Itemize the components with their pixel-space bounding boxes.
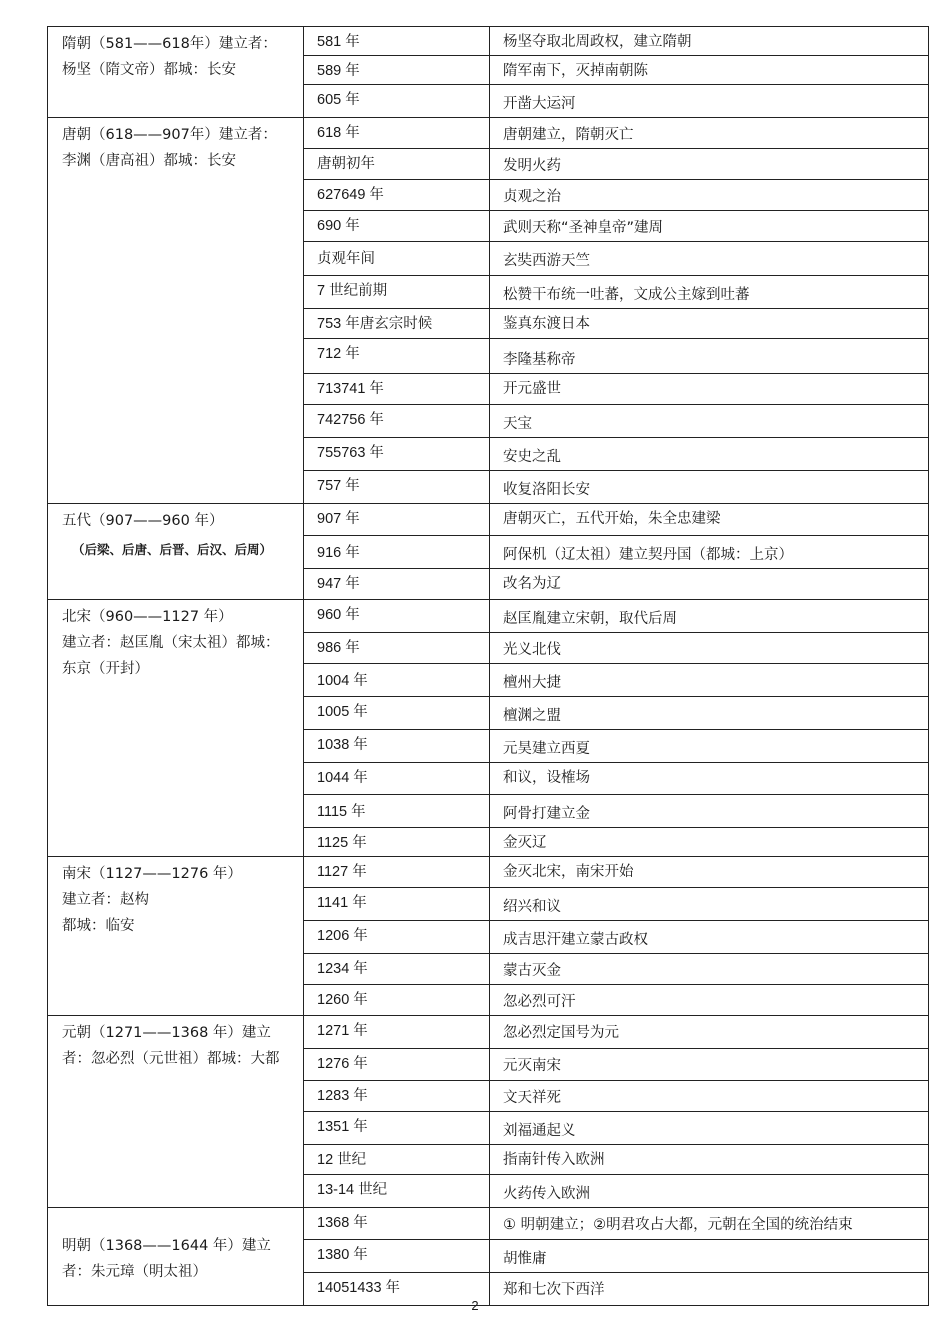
year-cell: 712 年	[304, 339, 490, 374]
dynasty-text: 都城：临安	[62, 918, 135, 934]
dynasty-cell	[48, 857, 304, 1016]
event-cell: 开凿大运河	[490, 85, 929, 118]
event-cell: 忽必烈定国号为元	[490, 1016, 929, 1049]
event-cell: 隋军南下，灭掉南朝陈	[490, 56, 929, 85]
year-cell: 1125 年	[304, 828, 490, 857]
dynasty-cell	[48, 1208, 304, 1306]
event-cell: 金灭北宋，南宋开始	[490, 857, 929, 888]
event-cell: 蒙古灭金	[490, 954, 929, 985]
dynasty-cell	[48, 1016, 304, 1208]
year-cell: 753 年唐玄宗时候	[304, 309, 490, 339]
year-cell: 757 年	[304, 471, 490, 504]
dynasty-cell	[48, 600, 304, 857]
dynasty-text: 元朝（1271——1368 年）建立者：忽必烈（元世祖）都城：大都	[62, 1025, 280, 1067]
table-row	[48, 118, 929, 149]
dynasty-text: 隋朝（581——618年）建立者：杨坚（隋文帝）都城：长安	[62, 36, 277, 78]
event-cell: 安史之乱	[490, 438, 929, 471]
event-cell: 郑和七次下西洋	[490, 1273, 929, 1306]
dynasty-text: 北宋（960——1127 年）	[62, 609, 233, 625]
event-cell: 松赞干布统一吐蕃，文成公主嫁到吐蕃	[490, 276, 929, 309]
year-cell: 713741 年	[304, 374, 490, 405]
event-cell: 贞观之治	[490, 180, 929, 211]
year-cell: 1127 年	[304, 857, 490, 888]
dynasty-text: 建立者：赵构	[62, 892, 149, 908]
event-cell: 赵匡胤建立宋朝，取代后周	[490, 600, 929, 633]
event-cell: 忽必烈可汗	[490, 985, 929, 1016]
event-cell: 发明火药	[490, 149, 929, 180]
table-row	[48, 1208, 929, 1240]
year-cell: 907 年	[304, 504, 490, 536]
table-row	[48, 27, 929, 56]
dynasty-text: 南宋（1127——1276 年）	[62, 866, 242, 882]
year-cell: 1380 年	[304, 1240, 490, 1273]
dynasty-text: 明朝（1368——1644 年）建立者：朱元璋（明太祖）	[62, 1237, 271, 1280]
event-cell: ① 明朝建立；②明君攻占大都，元朝在全国的统治结束	[490, 1208, 929, 1240]
event-cell: 阿保机（辽太祖）建立契丹国（都城：上京）	[490, 536, 929, 569]
year-cell: 14051433 年	[304, 1273, 490, 1306]
event-cell: 阿骨打建立金	[490, 795, 929, 828]
year-cell: 618 年	[304, 118, 490, 149]
year-cell: 755763 年	[304, 438, 490, 471]
table-row	[48, 857, 929, 888]
year-cell: 1260 年	[304, 985, 490, 1016]
dynasty-text: 建立者：赵匡胤（宋太祖）都城：东京（开封）	[62, 635, 280, 677]
year-cell: 589 年	[304, 56, 490, 85]
event-cell: 成吉思汗建立蒙古政权	[490, 921, 929, 954]
year-cell: 1283 年	[304, 1081, 490, 1112]
year-cell: 960 年	[304, 600, 490, 633]
history-timeline-table	[47, 26, 929, 1306]
dynasty-subtitle: （后梁、后唐、后晋、后汉、后周）	[72, 542, 273, 557]
year-cell: 1115 年	[304, 795, 490, 828]
event-cell: 指南针传入欧洲	[490, 1145, 929, 1175]
page-number: 2	[471, 1298, 479, 1313]
year-cell: 贞观年间	[304, 242, 490, 276]
event-cell: 胡惟庸	[490, 1240, 929, 1273]
year-cell: 1276 年	[304, 1049, 490, 1081]
year-cell: 947 年	[304, 569, 490, 600]
year-cell: 1271 年	[304, 1016, 490, 1049]
event-cell: 收复洛阳长安	[490, 471, 929, 504]
year-cell: 唐朝初年	[304, 149, 490, 180]
year-cell: 1206 年	[304, 921, 490, 954]
year-cell: 12 世纪	[304, 1145, 490, 1175]
event-cell: 元灭南宋	[490, 1049, 929, 1081]
event-cell: 武则天称“圣神皇帝”建周	[490, 211, 929, 242]
event-cell: 开元盛世	[490, 374, 929, 405]
year-cell: 581 年	[304, 27, 490, 56]
dynasty-cell	[48, 27, 304, 118]
dynasty-cell	[48, 118, 304, 504]
dynasty-text: 唐朝（618——907年）建立者：李渊（唐高祖）都城：长安	[62, 127, 277, 169]
year-cell: 13-14 世纪	[304, 1175, 490, 1208]
table-row	[48, 504, 929, 536]
year-cell: 742756 年	[304, 405, 490, 438]
event-cell: 杨坚夺取北周政权，建立隋朝	[490, 27, 929, 56]
year-cell: 690 年	[304, 211, 490, 242]
year-cell: 1141 年	[304, 888, 490, 921]
year-cell: 1368 年	[304, 1208, 490, 1240]
event-cell: 火药传入欧洲	[490, 1175, 929, 1208]
event-cell: 李隆基称帝	[490, 339, 929, 374]
table-row	[48, 1016, 929, 1049]
year-cell: 916 年	[304, 536, 490, 569]
event-cell: 鉴真东渡日本	[490, 309, 929, 339]
event-cell: 和议，设榷场	[490, 763, 929, 795]
event-cell: 檀渊之盟	[490, 697, 929, 730]
event-cell: 元昊建立西夏	[490, 730, 929, 763]
dynasty-cell	[48, 504, 304, 600]
event-cell: 刘福通起义	[490, 1112, 929, 1145]
event-cell: 光义北伐	[490, 633, 929, 664]
year-cell: 1044 年	[304, 763, 490, 795]
year-cell: 1005 年	[304, 697, 490, 730]
event-cell: 改名为辽	[490, 569, 929, 600]
year-cell: 986 年	[304, 633, 490, 664]
year-cell: 1234 年	[304, 954, 490, 985]
year-cell: 1004 年	[304, 664, 490, 697]
year-cell: 1038 年	[304, 730, 490, 763]
event-cell: 玄奘西游天竺	[490, 242, 929, 276]
year-cell: 605 年	[304, 85, 490, 118]
year-cell: 627649 年	[304, 180, 490, 211]
event-cell: 绍兴和议	[490, 888, 929, 921]
timeline-body	[48, 27, 929, 1306]
event-cell: 天宝	[490, 405, 929, 438]
year-cell: 7 世纪前期	[304, 276, 490, 309]
year-cell: 1351 年	[304, 1112, 490, 1145]
event-cell: 唐朝灭亡，五代开始，朱全忠建梁	[490, 504, 929, 536]
event-cell: 文天祥死	[490, 1081, 929, 1112]
table-row	[48, 600, 929, 633]
event-cell: 檀州大捷	[490, 664, 929, 697]
event-cell: 唐朝建立，隋朝灭亡	[490, 118, 929, 149]
event-cell: 金灭辽	[490, 828, 929, 857]
dynasty-text: 五代（907——960 年）	[62, 513, 224, 529]
